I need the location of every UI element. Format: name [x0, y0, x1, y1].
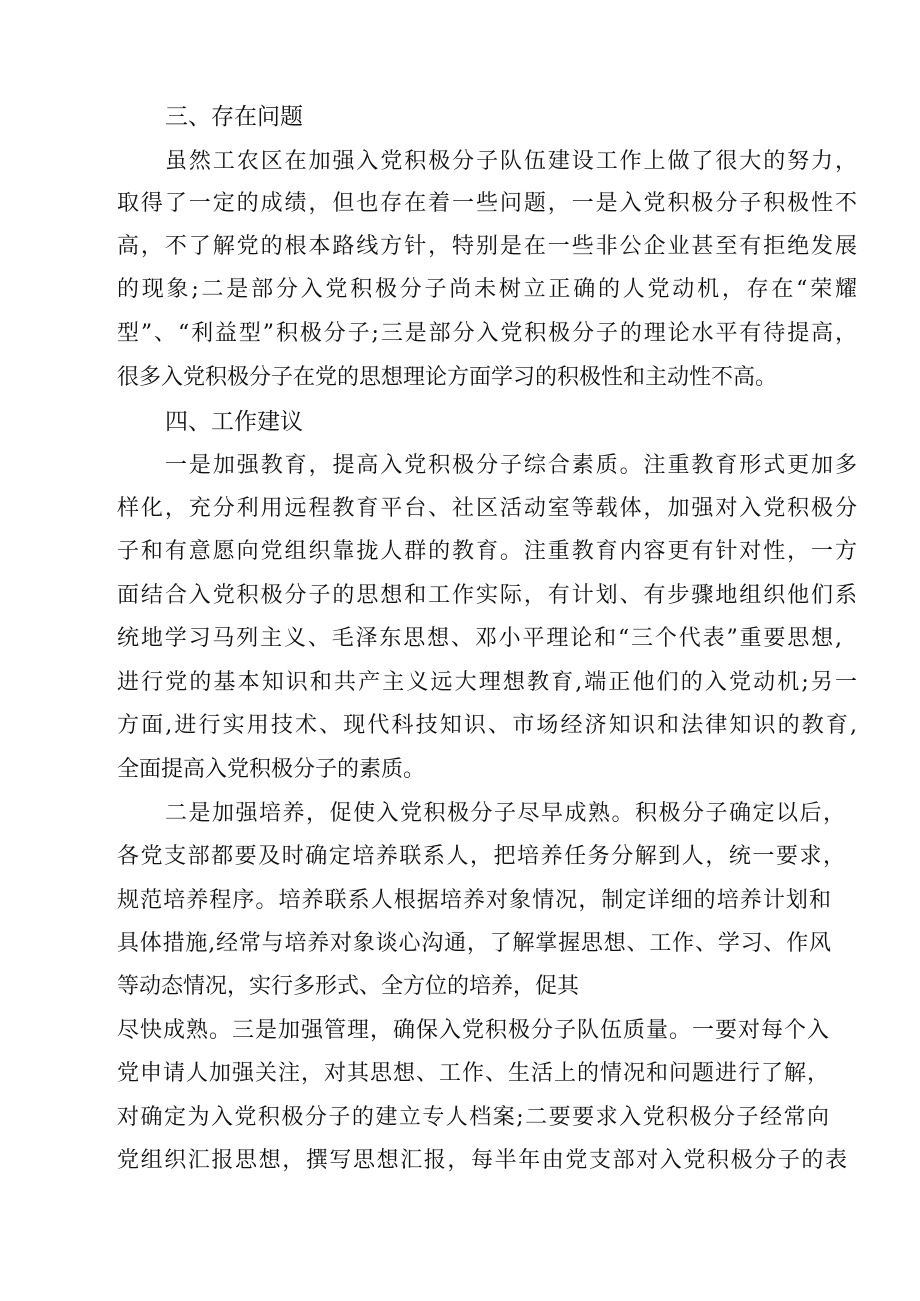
paragraph-line: 统地学习马列主义、毛泽东思想、邓小平理论和“三个代表”重要思想,: [117, 626, 842, 651]
paragraph-line: 全面提高入党积极分子的素质。: [117, 757, 426, 782]
paragraph-line: 样化，充分利用远程教育平台、社区活动室等载体，加强对入党积极分: [117, 496, 857, 521]
paragraph-line: 尽快成熟。三是加强管理，确保入党积极分子队伍质量。一要对每个入: [117, 1018, 829, 1043]
paragraph-line: 进行党的基本知识和共产主义远大理想教育,端正他们的入党动机;另一: [117, 670, 857, 695]
section-heading-suggestions: 四、工作建议: [165, 409, 303, 435]
paragraph-line: 虽然工农区在加强入党积极分子队伍建设工作上做了很大的努力，: [165, 149, 857, 174]
paragraph-line: 党组织汇报思想，撰写思想汇报，每半年由党支部对入党积极分子的表: [117, 1148, 847, 1173]
paragraph-line: 高，不了解党的根本路线方针，特别是在一些非公企业甚至有拒绝发展: [117, 234, 857, 259]
paragraph-line: 二是加强培养，促使入党积极分子尽早成熟。积极分子确定以后，: [165, 801, 845, 826]
paragraph-line: 对确定为入党积极分子的建立专人档案;二要要求入党积极分子经常向: [117, 1105, 829, 1130]
paragraph-line: 取得了一定的成绩，但也存在着一些问题，一是入党积极分子积极性不: [117, 191, 857, 216]
paragraph-line: 等动态情况，实行多形式、全方位的培养，促其: [117, 974, 580, 999]
paragraph-line: 规范培养程序。培养联系人根据培养对象情况，制定详细的培养计划和: [117, 888, 831, 913]
paragraph-line: 各党支部都要及时确定培养联系人，把培养任务分解到人，统一要求，: [117, 844, 845, 869]
paragraph-line: 党申请人加强关注，对其思想、工作、生活上的情况和问题进行了解，: [117, 1061, 829, 1086]
section-heading-problems: 三、存在问题: [165, 104, 303, 130]
paragraph-line: 方面,进行实用技术、现代科技知识、市场经济知识和法律知识的教育,: [117, 713, 857, 738]
paragraph-line: 的现象;二是部分入党积极分子尚未树立正确的人党动机，存在“荣耀: [117, 277, 857, 302]
paragraph-line: 一是加强教育，提高入党积极分子综合素质。注重教育形式更加多: [165, 453, 857, 478]
paragraph-line: 具体措施,经常与培养对象谈心沟通，了解掌握思想、工作、学习、作风: [117, 931, 831, 956]
paragraph-line: 子和有意愿向党组织靠拢人群的教育。注重教育内容更有针对性，一方: [117, 539, 857, 564]
paragraph-line: 很多入党积极分子在党的思想理论方面学习的积极性和主动性不高。: [117, 365, 778, 390]
paragraph-line: 面结合入党积极分子的思想和工作实际，有计划、有步骤地组织他们系: [117, 583, 857, 608]
paragraph-line: 型”、“利益型”积极分子;三是部分入党积极分子的理论水平有待提高，: [117, 321, 857, 346]
